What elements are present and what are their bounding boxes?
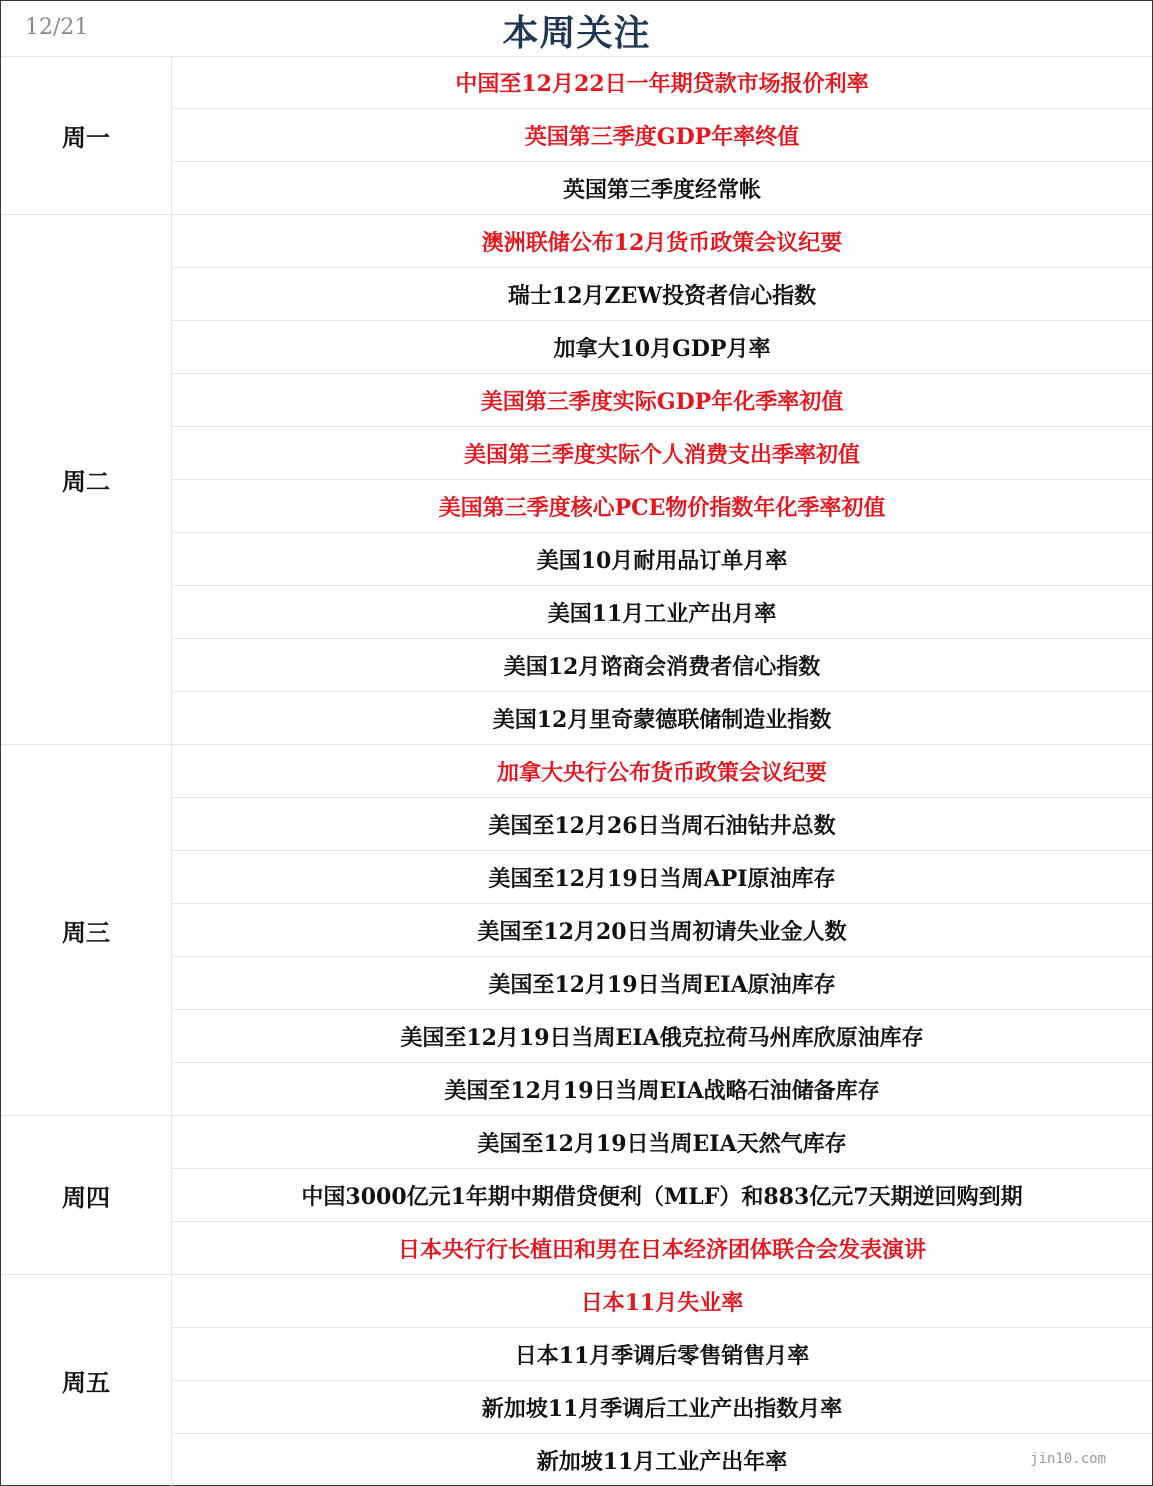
event-row-highlighted: 美国第三季度实际个人消费支出季率初值 xyxy=(172,427,1152,480)
watermark: jin10.com xyxy=(1030,1451,1106,1467)
event-row: 美国12月谘商会消费者信心指数 xyxy=(172,639,1152,692)
event-row: 中国3000亿元1年期中期借贷便利（MLF）和883亿元7天期逆回购到期 xyxy=(172,1169,1152,1222)
event-row: 新加坡11月工业产出年率 xyxy=(536,1448,788,1475)
event-row-highlighted: 美国第三季度核心PCE物价指数年化季率初值 xyxy=(172,480,1152,533)
event-list xyxy=(172,215,1152,744)
event-list xyxy=(172,1275,1152,1486)
day-group xyxy=(1,215,1152,745)
event-row-highlighted: 日本11月失业率 xyxy=(172,1275,1152,1328)
event-row: 加拿大10月GDP月率 xyxy=(172,321,1152,374)
event-list xyxy=(172,56,1152,214)
date-label: 12/21 xyxy=(25,15,89,40)
day-label: 周三 xyxy=(1,745,172,1115)
event-row: 日本11月季调后零售销售月率 xyxy=(172,1328,1152,1381)
page-title: 本周关注 xyxy=(502,12,651,54)
event-row: 美国至12月19日当周EIA战略石油储备库存 xyxy=(444,1077,880,1104)
event-row: 瑞士12月ZEW投资者信心指数 xyxy=(172,268,1152,321)
event-list xyxy=(172,745,1152,1115)
event-row: 英国第三季度经常帐 xyxy=(562,176,761,203)
event-list xyxy=(172,1116,1152,1274)
event-row: 美国10月耐用品订单月率 xyxy=(172,533,1152,586)
day-group xyxy=(1,745,1152,1116)
event-row: 美国至12月19日当周EIA原油库存 xyxy=(172,957,1152,1010)
event-row-highlighted: 澳洲联储公布12月货币政策会议纪要 xyxy=(172,215,1152,268)
day-group xyxy=(1,1116,1152,1275)
event-row: 美国至12月19日当周EIA天然气库存 xyxy=(172,1116,1152,1169)
event-row: 新加坡11月季调后工业产出指数月率 xyxy=(172,1381,1152,1434)
header xyxy=(1,1,1152,57)
day-group xyxy=(1,1275,1152,1486)
day-label: 周二 xyxy=(1,215,172,744)
event-row: 美国至12月19日当周API原油库存 xyxy=(172,851,1152,904)
event-row-highlighted: 日本央行行长植田和男在日本经济团体联合会发表演讲 xyxy=(397,1236,926,1263)
event-row: 美国12月里奇蒙德联储制造业指数 xyxy=(492,706,832,733)
event-row-highlighted: 中国至12月22日一年期贷款市场报价利率 xyxy=(172,56,1152,109)
event-row: 美国至12月20日当周初请失业金人数 xyxy=(172,904,1152,957)
event-row: 美国至12月19日当周EIA俄克拉荷马州库欣原油库存 xyxy=(172,1010,1152,1063)
event-row: 美国11月工业产出月率 xyxy=(172,586,1152,639)
day-group xyxy=(1,56,1152,215)
event-row: 美国至12月26日当周石油钻井总数 xyxy=(172,798,1152,851)
weekly-schedule xyxy=(1,56,1152,1486)
day-label: 周五 xyxy=(1,1275,172,1486)
event-row-highlighted: 美国第三季度实际GDP年化季率初值 xyxy=(172,374,1152,427)
day-label: 周一 xyxy=(1,56,172,214)
event-row-highlighted: 英国第三季度GDP年率终值 xyxy=(172,109,1152,162)
day-label: 周四 xyxy=(1,1116,172,1274)
event-row-highlighted: 加拿大央行公布货币政策会议纪要 xyxy=(172,745,1152,798)
